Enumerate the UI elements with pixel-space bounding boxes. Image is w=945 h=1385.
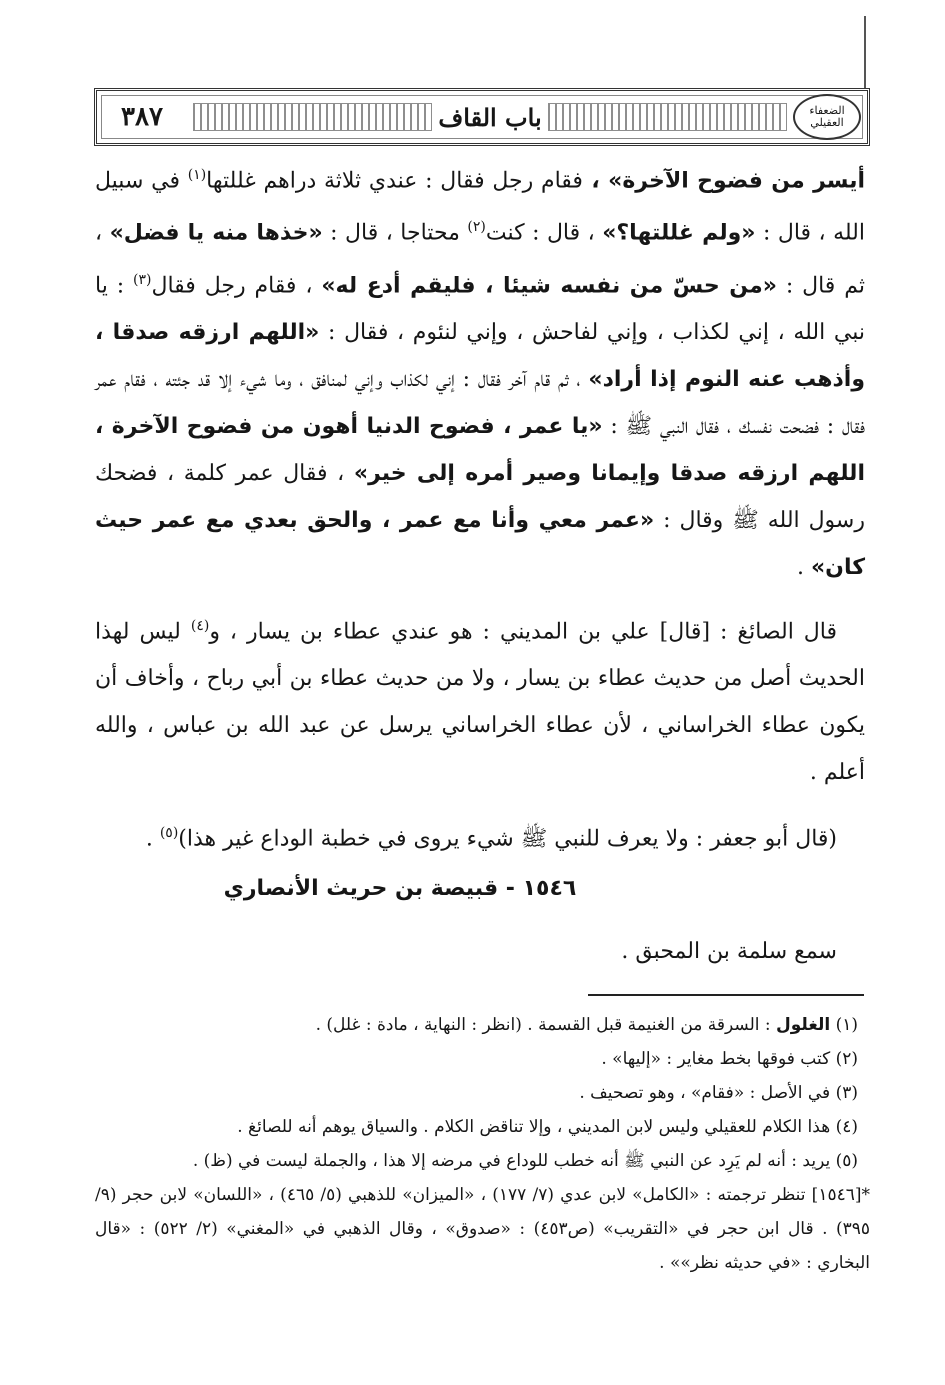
main-text	[95, 152, 865, 863]
header-ornament-right	[548, 103, 787, 131]
text-run: *[١٥٤٦] تنظر ترجمته : «الكامل» لابن عدي (٧/ ١٧٧) ، «الميزان» للذهبي (٥/ ٤٦٥) ، «اللسان» لابن حجر (٩/ ٣٩٥) . قال ابن حجر في «التقريب» (ص٤٥٣) : «صدوق» ، وقال الذهبي في «المغني» (٢/ ٥٢٢) : «قال البخاري : «في حديثه نظر»» .	[95, 1185, 870, 1273]
text-run: .	[796, 554, 811, 580]
footnote-item	[95, 1178, 870, 1280]
page-number: ٣٨٧	[121, 102, 163, 132]
text-run: في سبيل الله ، قال :	[95, 168, 865, 246]
paragraph-saigh	[95, 603, 865, 796]
entry-text: سمع سلمة بن المحبق .	[621, 939, 837, 964]
text-run: (٥) يريد : أنه لم يَرِد عن النبي ﷺ أنه خطب للوداع في مرضه إلا هذا ، والجملة ليست في (ظ) .	[192, 1151, 858, 1171]
text-run: ، فقال عمر كلمة ، فضحك رسول الله ﷺ وقال :	[95, 460, 865, 533]
text-run: ، فقام رجل فقال	[151, 272, 322, 298]
entry-heading	[95, 876, 865, 901]
text-run: (قال أبو جعفر : ولا يعرف للنبي ﷺ شيء يروى في خطبة الوداع غير هذا)	[178, 826, 837, 852]
text-run: (٤) هذا الكلام للعقيلي وليس لابن المديني ، وإلا تناقض الكلام . والسياق يوهم أنه للصائغ .	[237, 1117, 858, 1137]
text-run: (١)	[830, 1015, 858, 1035]
text-run: (٢) كتب فوقها بخط مغاير : «إليها» .	[601, 1049, 858, 1069]
footnote-ref: (٢)	[467, 219, 486, 236]
footnote-ref: (١)	[187, 167, 207, 183]
page-frame-line	[864, 16, 866, 88]
quoted-text: «ولم غللتها؟»	[602, 220, 756, 246]
footnote-item	[95, 1110, 870, 1144]
footnote-ref: (٣)	[133, 271, 152, 288]
text-run: .	[145, 826, 160, 852]
quoted-text: الغلول	[776, 1015, 831, 1035]
text-run: ، قال : كنت	[485, 220, 603, 246]
chapter-title: باب القاف	[438, 102, 542, 132]
footnote-item	[95, 1076, 870, 1110]
text-run: ، ثم قال :	[95, 220, 865, 298]
footnotes	[95, 1008, 870, 1280]
quoted-text: «اللهم ارزقه صدقا ، وأذهب عنه النوم إذا أراد»	[95, 319, 866, 392]
footnote-ref: (٤)	[190, 617, 210, 634]
text-run: محتاجا ، قال :	[322, 220, 468, 246]
paragraph-hadith	[95, 152, 865, 591]
text-run: ، ثم قام آخر فقال : إني لكذاب وإني لمنافق ، وما شيء إلا قد جئته ، فقام عمر فقال : فضحت نفسك ، فقال النبي ﷺ :	[95, 366, 865, 439]
text-run: فقام رجل فقال : عندي ثلاثة دراهم غللتها	[206, 168, 583, 194]
header-ornament-left	[193, 103, 432, 131]
quoted-text: أيسر من فضوح الآخرة» ،	[582, 168, 865, 194]
text-run: قال الصائغ : [قال] علي بن المديني : هو عندي عطاء بن يسار ، و	[209, 619, 838, 645]
text-run: : يا نبي الله ، إني لكذاب ، وإني لفاحش ، وإني لنئوم ، فقال :	[95, 272, 865, 345]
footnote-divider	[588, 994, 864, 996]
page-header	[94, 88, 870, 146]
text-run: : السرقة من الغنيمة قبل القسمة . (انظر : النهاية ، مادة : غلل) .	[315, 1015, 777, 1035]
quoted-text: «من حسّ من نفسه شيئا ، فليقم أدع له»	[321, 272, 777, 298]
text-run: (٣) في الأصل : «فقام» ، وهو تصحيف .	[579, 1083, 858, 1103]
entry-heading-text: ١٥٤٦ - قبيصة بن حريث الأنصاري	[223, 876, 577, 901]
footnote-ref: (٥)	[159, 825, 179, 842]
quoted-text: «خذها منه يا فضل»	[109, 220, 323, 246]
footnote-item	[95, 1008, 870, 1042]
paragraph-abu-jafar	[95, 810, 865, 862]
text-run: ليس لهذا الحديث أصل من حديث عطاء بن يسار ، ولا من حديث عطاء بن أبي رباح ، وأخاف أن يكون عطاء الخراساني ، لأن عطاء الخراساني يرسل عن عبد الله بن عباس ، والله أعلم .	[95, 619, 865, 786]
quoted-text: «يا عمر ، فضوح الدنيا أهون من فضوح الآخرة ، اللهم ارزقه صدقا وإيمانا وصير أمره إلى خير»	[95, 413, 865, 486]
book-title-seal: الضعفاء العقيلي	[793, 94, 861, 140]
quoted-text: «عمر معي وأنا مع عمر ، والحق بعدي مع عمر حيث كان»	[95, 507, 865, 580]
footnote-item	[95, 1144, 870, 1178]
footnote-item	[95, 1042, 870, 1076]
